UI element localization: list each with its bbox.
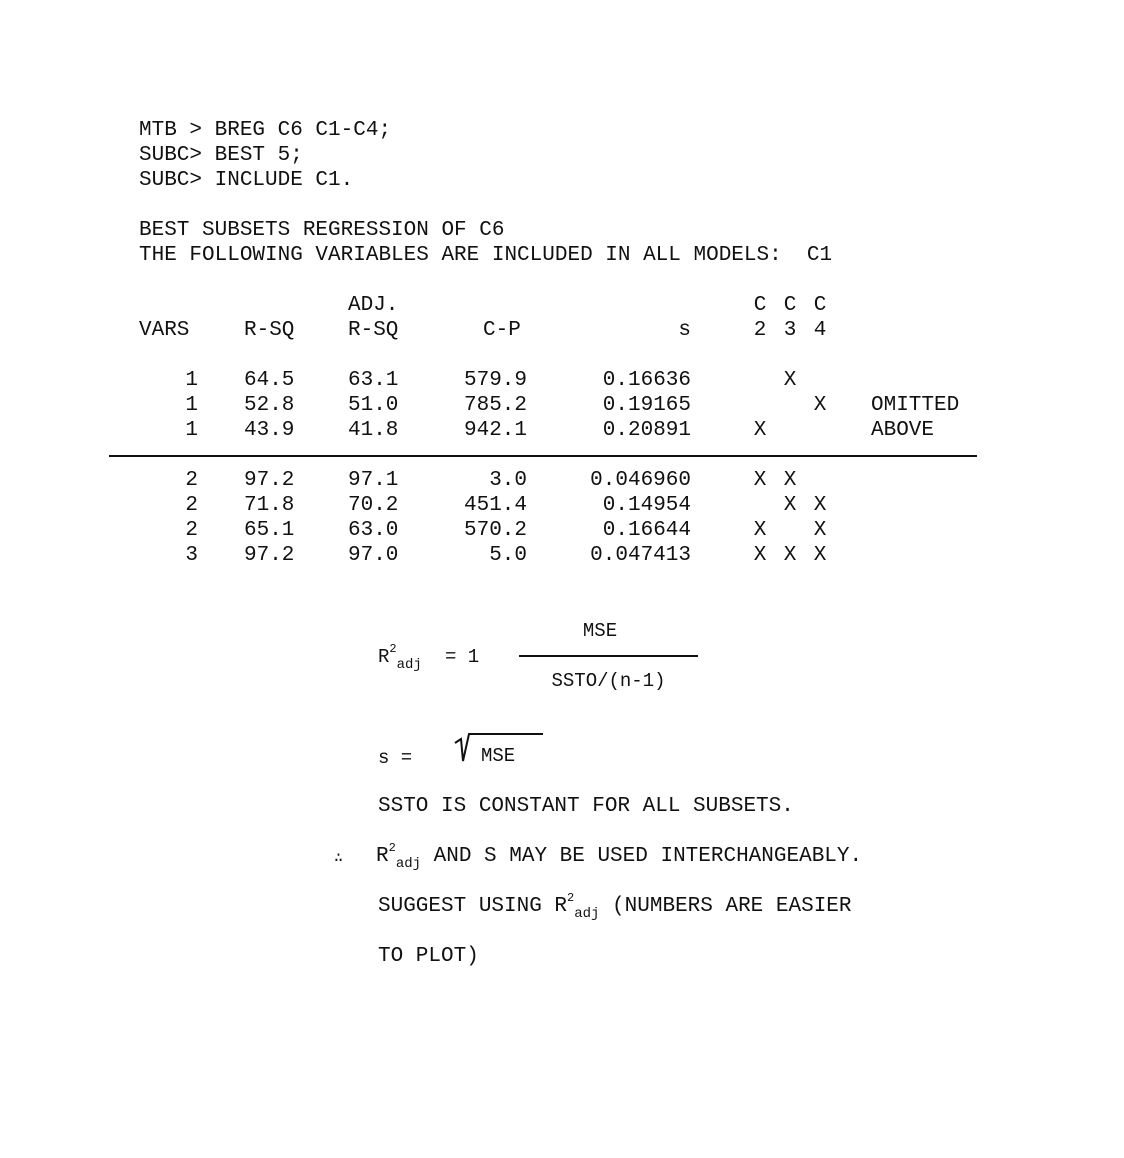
cell-c2: X — [753, 469, 767, 492]
header-adj-top: ADJ. — [348, 294, 399, 317]
cell-cp: 5.0 — [489, 544, 527, 567]
header-rsq: R-SQ — [244, 319, 295, 342]
cell-cp: 451.4 — [463, 494, 527, 517]
header-c2-bottom: 2 — [753, 319, 767, 342]
cell-vars: 1 — [185, 369, 198, 392]
header-cp: C-P — [483, 319, 521, 342]
header-c4-bottom: 4 — [813, 319, 827, 342]
cell-cp: 3.0 — [489, 469, 527, 492]
therefore-icon: ∴ — [334, 850, 344, 867]
table-separator — [109, 455, 977, 457]
note-suggest: SUGGEST USING $R^2_{adj}$ (NUMBERS ARE EASIER — [378, 891, 852, 922]
note-interchangeable: $R^2_{adj}$ AND S MAY BE USED INTERCHANGEABLY. — [376, 841, 863, 872]
cell-vars: 3 — [185, 544, 198, 567]
cell-c4: X — [813, 519, 827, 542]
cell-s: 0.19165 — [602, 394, 691, 417]
header-adj-rsq: R-SQ — [348, 319, 399, 342]
note-ssto-constant: SSTO IS CONSTANT FOR ALL SUBSETS. — [378, 795, 794, 818]
cell-rsq: 65.1 — [244, 519, 295, 542]
cell-adj-rsq: 63.0 — [348, 519, 399, 542]
sqrt-radicand: MSE — [481, 745, 516, 767]
formula-numerator: MSE — [582, 620, 618, 642]
header-c3-top: C — [783, 294, 797, 317]
command-line-3: SUBC> INCLUDE C1. — [139, 169, 354, 192]
cell-adj-rsq: 97.1 — [348, 469, 399, 492]
cell-s: 0.047413 — [590, 544, 691, 567]
cell-vars: 2 — [185, 519, 198, 542]
s-equals: s = — [378, 747, 413, 769]
cell-adj-rsq: 41.8 — [348, 419, 399, 442]
cell-c3: X — [783, 494, 797, 517]
cell-rsq: 43.9 — [244, 419, 295, 442]
cell-s: 0.16644 — [602, 519, 691, 542]
cell-c2: X — [753, 519, 767, 542]
cell-adj-rsq: 70.2 — [348, 494, 399, 517]
cell-rsq: 71.8 — [244, 494, 295, 517]
note-to-plot: TO PLOT) — [378, 945, 479, 968]
command-line-1: MTB > BREG C6 C1-C4; — [139, 119, 392, 142]
cell-vars: 1 — [185, 419, 198, 442]
cell-s: 0.14954 — [602, 494, 691, 517]
cell-vars: 2 — [185, 469, 198, 492]
header-vars: VARS — [139, 319, 190, 342]
cell-c2: X — [753, 419, 767, 442]
cell-adj-rsq: 63.1 — [348, 369, 399, 392]
cell-s: 0.20891 — [602, 419, 691, 442]
cell-s: 0.16636 — [602, 369, 691, 392]
cell-rsq: 52.8 — [244, 394, 295, 417]
annotation-above: ABOVE — [871, 419, 935, 442]
cell-c4: X — [813, 494, 827, 517]
header-s: s — [678, 319, 691, 342]
cell-c2: X — [753, 544, 767, 567]
cell-vars: 1 — [185, 394, 198, 417]
formula-denominator: SSTO/(n-1) — [551, 670, 666, 692]
cell-cp: 942.1 — [463, 419, 527, 442]
cell-c3: X — [783, 469, 797, 492]
cell-rsq: 64.5 — [244, 369, 295, 392]
cell-cp: 579.9 — [463, 369, 527, 392]
header-c4-top: C — [813, 294, 827, 317]
cell-adj-rsq: 97.0 — [348, 544, 399, 567]
cell-c4: X — [813, 544, 827, 567]
command-line-2: SUBC> BEST 5; — [139, 144, 303, 167]
r2adj-label: $R^2_{adj}$ — [378, 642, 422, 673]
cell-rsq: 97.2 — [244, 544, 295, 567]
cell-c3: X — [783, 544, 797, 567]
header-c3-bottom: 3 — [783, 319, 797, 342]
cell-s: 0.046960 — [590, 469, 691, 492]
cell-vars: 2 — [185, 494, 198, 517]
cell-adj-rsq: 51.0 — [348, 394, 399, 417]
cell-c3: X — [783, 369, 797, 392]
header-c2-top: C — [753, 294, 767, 317]
cell-cp: 785.2 — [463, 394, 527, 417]
cell-c4: X — [813, 394, 827, 417]
annotation-omitted: OMITTED — [871, 394, 960, 417]
included-variables-line: THE FOLLOWING VARIABLES ARE INCLUDED IN ALL MODELS: C1 — [139, 244, 833, 267]
output-title: BEST SUBSETS REGRESSION OF C6 — [139, 219, 505, 242]
fraction-bar — [519, 655, 698, 657]
r2adj-equals-one: = 1 — [445, 646, 480, 668]
cell-rsq: 97.2 — [244, 469, 295, 492]
cell-cp: 570.2 — [463, 519, 527, 542]
